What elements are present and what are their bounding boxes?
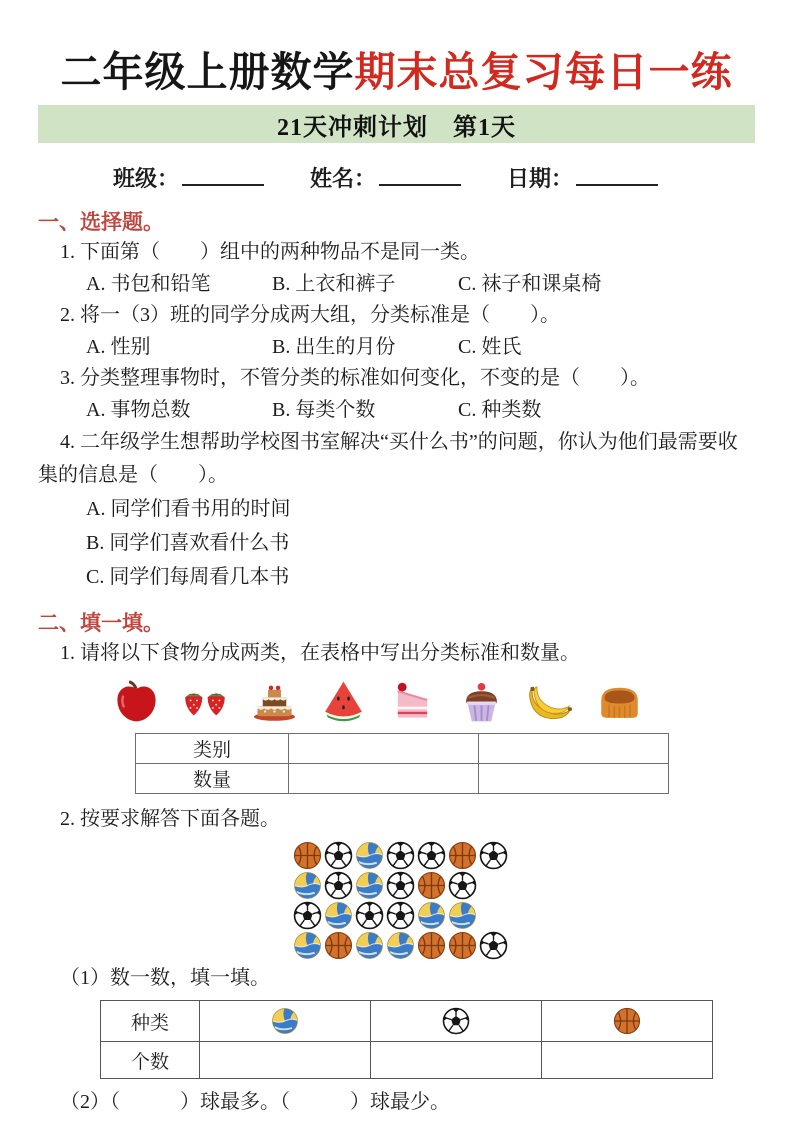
page-title bbox=[38, 46, 755, 98]
basketball-icon bbox=[448, 931, 477, 960]
basketball-icon bbox=[417, 931, 446, 960]
name-label: 姓名： bbox=[310, 166, 377, 191]
name-field bbox=[310, 162, 461, 193]
soccer-icon bbox=[417, 841, 446, 870]
table-row bbox=[101, 1001, 713, 1042]
empty-cell bbox=[371, 1042, 542, 1079]
option: B. 上衣和裤子 bbox=[272, 273, 396, 295]
volleyball-icon bbox=[293, 931, 322, 960]
soccer-icon bbox=[386, 901, 415, 930]
sub-question-1: （1）数一数，填一填。 bbox=[60, 967, 270, 989]
option: B. 同学们喜欢看什么书 bbox=[86, 532, 290, 554]
soccer-icon bbox=[324, 871, 353, 900]
class-label: 班级： bbox=[113, 166, 180, 191]
soccer-icon bbox=[386, 871, 415, 900]
table-row bbox=[136, 764, 669, 794]
basketball-header-cell bbox=[542, 1001, 713, 1042]
empty-cell bbox=[542, 1042, 713, 1079]
option: A. 性别 bbox=[86, 336, 151, 358]
question-4: 4. 二年级学生想帮助学校图书室解决“买什么书”的问题，你认为他们最需要收集的信息是（ ）。 bbox=[38, 431, 738, 486]
volleyball-icon bbox=[271, 1007, 299, 1035]
cake-slice-icon bbox=[389, 678, 436, 725]
fill-question-1: 1. 请将以下食物分成两类，在表格中写出分类标准和数量。 bbox=[60, 642, 580, 664]
category-label-cell: 类别 bbox=[136, 734, 289, 764]
fill-question-2: 2. 按要求解答下面各题。 bbox=[60, 808, 280, 830]
food-icon-row bbox=[113, 675, 755, 725]
student-info-row bbox=[113, 161, 755, 193]
volleyball-icon bbox=[355, 931, 384, 960]
question-2-options bbox=[38, 331, 755, 363]
section-two-heading: 二、填一填。 bbox=[38, 611, 164, 635]
question-1: 1. 下面第（ ）组中的两种物品不是同一类。 bbox=[60, 241, 480, 263]
option: A. 事物总数 bbox=[86, 399, 191, 421]
ball-row bbox=[293, 901, 755, 931]
quantity-label-cell: 数量 bbox=[136, 764, 289, 794]
basketball-icon bbox=[293, 841, 322, 870]
soccer-icon bbox=[479, 841, 508, 870]
option: A. 同学们看书用的时间 bbox=[86, 498, 291, 520]
title-red-part: 期末总复习每日一练 bbox=[354, 49, 733, 95]
question-3: 3. 分类整理事物时，不管分类的标准如何变化，不变的是（ ）。 bbox=[60, 367, 650, 389]
option: A. 书包和铅笔 bbox=[86, 273, 211, 295]
soccer-icon bbox=[293, 901, 322, 930]
banana-icon bbox=[527, 678, 574, 725]
ball-row bbox=[293, 871, 755, 901]
volleyball-icon bbox=[324, 901, 353, 930]
date-blank bbox=[576, 180, 658, 186]
volleyball-icon bbox=[293, 871, 322, 900]
basketball-icon bbox=[448, 841, 477, 870]
option: C. 同学们每周看几本书 bbox=[86, 566, 290, 588]
empty-cell bbox=[289, 764, 479, 794]
empty-cell bbox=[200, 1042, 371, 1079]
empty-cell bbox=[479, 734, 669, 764]
option: B. 出生的月份 bbox=[272, 336, 396, 358]
type-label-cell: 种类 bbox=[101, 1001, 200, 1042]
title-black-part: 二年级上册数学 bbox=[60, 49, 355, 95]
soccer-icon bbox=[448, 871, 477, 900]
bread-icon bbox=[596, 678, 643, 725]
date-field bbox=[507, 162, 658, 193]
soccer-icon bbox=[386, 841, 415, 870]
option: C. 姓氏 bbox=[458, 336, 522, 358]
empty-cell bbox=[479, 764, 669, 794]
table-row bbox=[136, 734, 669, 764]
sub-question-2: （2）（ ）球最多。（ ）球最少。 bbox=[60, 1091, 450, 1113]
question-2: 2. 将一（3）班的同学分成两大组，分类标准是（ ）。 bbox=[60, 304, 560, 326]
classify-table bbox=[135, 733, 669, 794]
watermelon-icon bbox=[320, 678, 367, 725]
volleyball-icon bbox=[355, 871, 384, 900]
volleyball-icon bbox=[417, 901, 446, 930]
volleyball-icon bbox=[355, 841, 384, 870]
cupcake-icon bbox=[458, 678, 505, 725]
question-1-options bbox=[38, 268, 755, 300]
volleyball-header-cell bbox=[200, 1001, 371, 1042]
section-one-heading: 一、选择题。 bbox=[38, 210, 164, 234]
basketball-icon bbox=[324, 931, 353, 960]
question-3-options bbox=[38, 394, 755, 426]
ball-row bbox=[293, 931, 755, 961]
table-row bbox=[101, 1042, 713, 1079]
option: B. 每类个数 bbox=[272, 399, 376, 421]
class-blank bbox=[182, 180, 264, 186]
date-label: 日期： bbox=[507, 166, 574, 191]
name-blank bbox=[379, 180, 461, 186]
class-field bbox=[113, 162, 264, 193]
ball-grid bbox=[293, 841, 755, 961]
plan-banner bbox=[38, 105, 755, 143]
soccer-icon bbox=[324, 841, 353, 870]
volleyball-icon bbox=[448, 901, 477, 930]
strawberry-icon bbox=[182, 678, 229, 725]
apple-icon bbox=[113, 678, 160, 725]
basketball-icon bbox=[417, 871, 446, 900]
soccer-icon bbox=[355, 901, 384, 930]
ball-row bbox=[293, 841, 755, 871]
volleyball-icon bbox=[386, 931, 415, 960]
option: C. 种类数 bbox=[458, 399, 542, 421]
cake-icon bbox=[251, 678, 298, 725]
soccer-icon bbox=[479, 931, 508, 960]
basketball-icon bbox=[613, 1007, 641, 1035]
count-label-cell: 个数 bbox=[101, 1042, 200, 1079]
soccer-icon bbox=[442, 1007, 470, 1035]
option: C. 袜子和课桌椅 bbox=[458, 273, 602, 295]
question-4-options bbox=[38, 492, 755, 594]
empty-cell bbox=[289, 734, 479, 764]
soccer-header-cell bbox=[371, 1001, 542, 1042]
count-table bbox=[100, 1000, 713, 1079]
plan-banner-text: 21天冲刺计划 第1天 bbox=[277, 114, 516, 141]
